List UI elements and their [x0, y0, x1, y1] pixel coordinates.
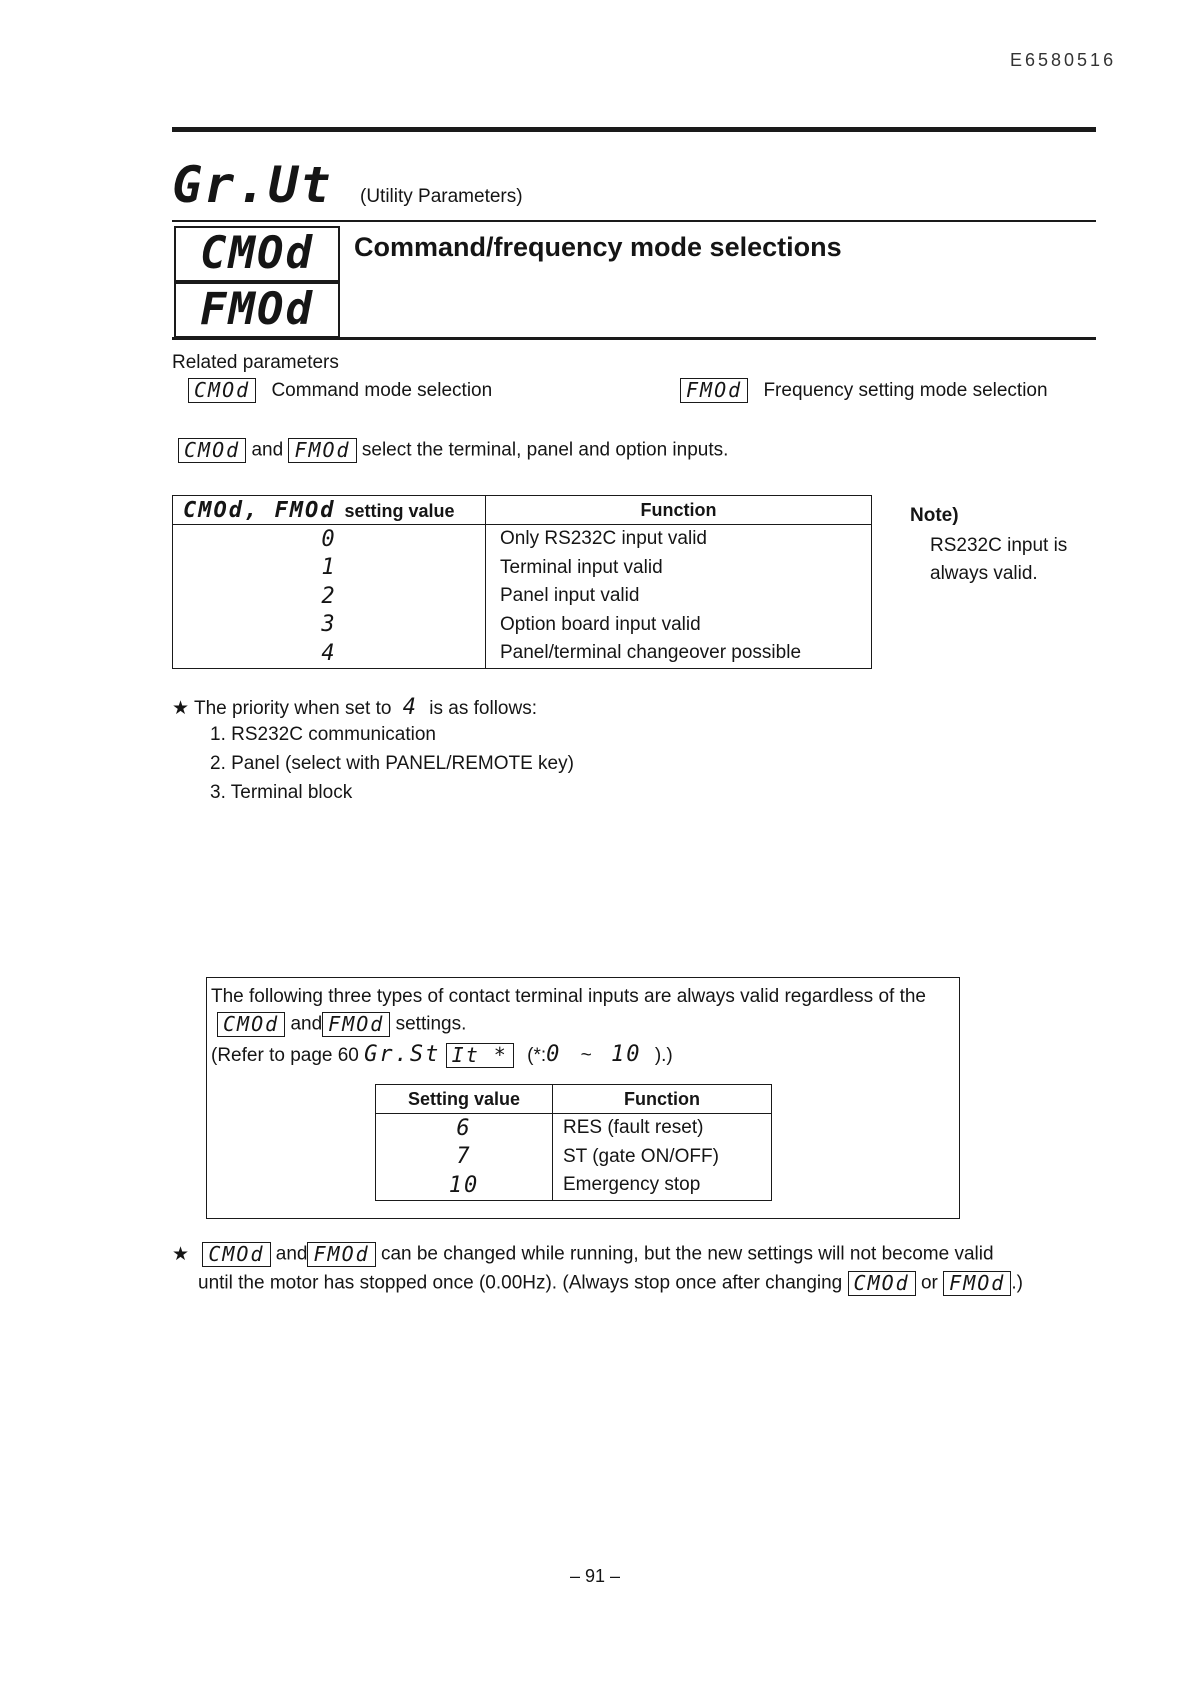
intro-sentence: [178, 438, 728, 463]
ref-from: 0: [546, 1042, 562, 1067]
table-row: [173, 525, 872, 554]
priority-item-2: 2. Panel (select with PANEL/REMOTE key): [210, 753, 574, 774]
group-name: (Utility Parameters): [360, 186, 523, 207]
footnote-and: and: [275, 1243, 308, 1265]
param-code-cmod: CMOd: [174, 226, 340, 282]
setting-value: 6: [376, 1114, 553, 1143]
document-code: E6580516: [1010, 50, 1117, 70]
setting-value: 7: [376, 1143, 553, 1172]
header-bottom-rule: [172, 337, 1096, 340]
note-line-1: RS232C input is: [930, 535, 1068, 556]
related-label: Related parameters: [172, 352, 339, 373]
footnote-code-cmod-2: CMOd: [848, 1271, 916, 1296]
info-code-fmod: FMOd: [322, 1012, 390, 1037]
setting-value: 2: [173, 582, 486, 611]
priority-item-3: 3. Terminal block: [210, 782, 353, 803]
footnote-line-2: [198, 1271, 1023, 1296]
table-row: [173, 582, 872, 611]
setting-table: [172, 495, 872, 669]
star-icon: ★: [172, 698, 190, 719]
function-text: Terminal input valid: [500, 556, 663, 578]
table-row: [376, 1171, 772, 1200]
footnote-or: or: [920, 1272, 938, 1294]
info-and: and: [290, 1013, 323, 1035]
priority-item-1: 1. RS232C communication: [210, 724, 436, 745]
table-row: [173, 554, 872, 583]
related-code-cmod: CMOd: [188, 378, 256, 403]
related-desc-fmod: Frequency setting mode selection: [763, 379, 1048, 401]
footnote-text-2: until the motor has stopped once (0.00Hz). (Always stop once after changing: [198, 1272, 843, 1294]
function-text: RES (fault reset): [563, 1117, 704, 1139]
contact-input-table: [375, 1084, 772, 1201]
contact-function-header: Function: [553, 1085, 772, 1114]
page-number: – 91 –: [569, 1566, 621, 1586]
footnote-line-1: [172, 1242, 994, 1267]
setting-value: 0: [173, 525, 486, 554]
function-header: Function: [486, 496, 872, 525]
footnote-text-1: can be changed while running, but the new settings will not become valid: [380, 1243, 994, 1265]
page-title: Command/frequency mode selections: [354, 232, 842, 262]
table-row: [173, 639, 872, 668]
info-box-line-3: [211, 1042, 673, 1068]
priority-line: [172, 695, 537, 720]
intro-and: and: [251, 439, 284, 461]
setting-value-header: [173, 496, 486, 525]
setting-value: 10: [376, 1171, 553, 1200]
priority-prefix: The priority when set to: [193, 698, 392, 719]
contact-setting-value-header: Setting value: [376, 1085, 553, 1114]
function-text: Emergency stop: [563, 1174, 701, 1196]
header-codes: CMOd, FMOd: [183, 497, 336, 523]
related-item-cmod: [188, 378, 492, 403]
related-desc-cmod: Command mode selection: [271, 379, 493, 401]
info-box-line-1: The following three types of contact terminal inputs are always valid regardless of the: [211, 986, 926, 1007]
related-code-fmod: FMOd: [680, 378, 748, 403]
setting-value: 1: [173, 554, 486, 583]
contact-table-header: [376, 1085, 772, 1114]
function-text: ST (gate ON/OFF): [563, 1145, 719, 1167]
ref-close: ).): [654, 1045, 673, 1066]
header-setting-value: setting value: [344, 500, 455, 521]
ref-open: (*:: [527, 1045, 547, 1066]
top-rule: [172, 127, 1096, 132]
table-row: [173, 611, 872, 640]
intro-code-cmod: CMOd: [178, 438, 246, 463]
info-box-line-2: [217, 1012, 466, 1037]
ref-tilde: ~: [580, 1045, 592, 1066]
section-rule: [172, 220, 1096, 222]
group-code: Gr.Ut: [172, 156, 333, 214]
info-box: [206, 977, 960, 1219]
setting-table-header: [173, 496, 872, 525]
param-code-fmod: FMOd: [174, 282, 340, 338]
footnote-code-cmod: CMOd: [202, 1242, 270, 1267]
footnote-code-fmod: FMOd: [307, 1242, 375, 1267]
priority-value: 4: [402, 695, 418, 720]
star-icon: ★: [172, 1243, 190, 1265]
footnote-code-fmod-2: FMOd: [943, 1271, 1011, 1296]
function-text: Option board input valid: [500, 613, 701, 635]
info-code-cmod: CMOd: [217, 1012, 285, 1037]
function-text: Panel/terminal changeover possible: [500, 642, 802, 664]
priority-suffix: is as follows:: [429, 698, 537, 719]
intro-text: select the terminal, panel and option inputs.: [361, 439, 729, 461]
function-text: Panel input valid: [500, 585, 640, 607]
note-line-2: always valid.: [930, 563, 1038, 584]
ref-to: 10: [611, 1042, 642, 1067]
footnote-end: .): [1011, 1272, 1023, 1294]
intro-code-fmod: FMOd: [288, 438, 356, 463]
info-settings: settings.: [395, 1013, 467, 1035]
function-text: Only RS232C input valid: [500, 528, 707, 550]
ref-group: Gr.St: [364, 1042, 441, 1067]
setting-value: 3: [173, 611, 486, 640]
related-item-fmod: [680, 378, 1048, 403]
ref-prefix: (Refer to page 60: [211, 1045, 359, 1066]
ref-param: It *: [446, 1043, 514, 1068]
table-row: [376, 1143, 772, 1172]
note-title: Note): [910, 505, 959, 526]
setting-value: 4: [173, 639, 486, 668]
table-row: [376, 1114, 772, 1143]
